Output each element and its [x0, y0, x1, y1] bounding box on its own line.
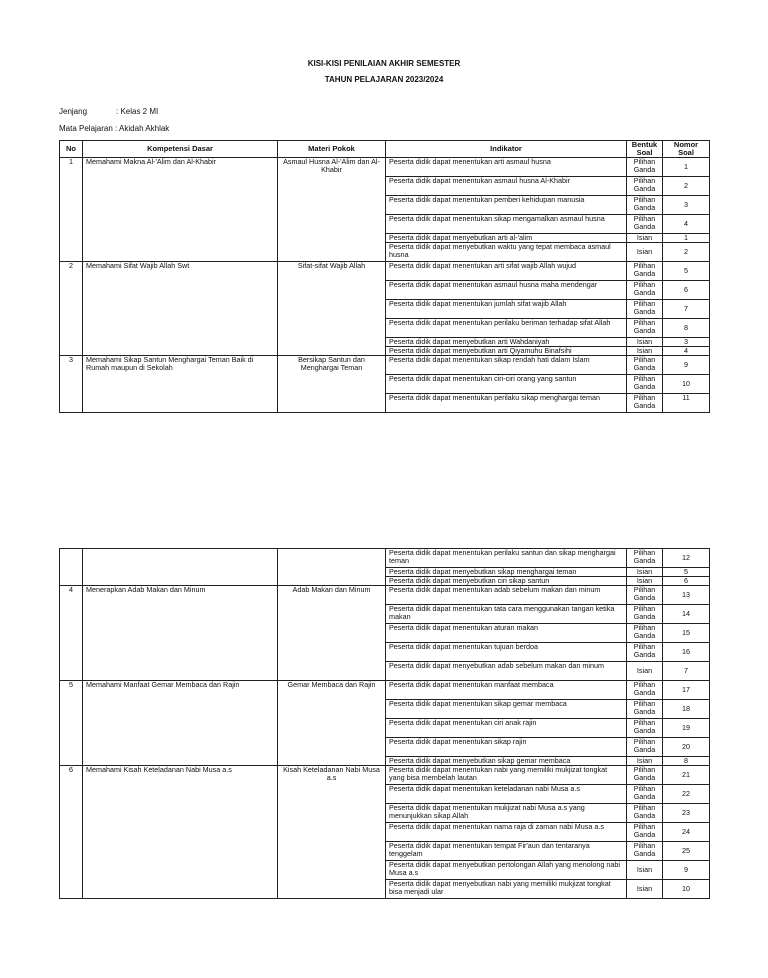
table-row — [60, 262, 710, 281]
row-nomor-soal: 23 — [663, 804, 710, 823]
table-header-row — [60, 141, 710, 158]
row-nomor-soal: 11 — [663, 394, 710, 413]
row-bentuk-soal: Pilihan Ganda — [627, 281, 663, 300]
row-indikator: Peserta didik dapat menentukan mukjizat nabi Musa a.s yang menunjukkan sikap Allah — [386, 804, 627, 823]
row-bentuk-soal: Pilihan Ganda — [627, 643, 663, 662]
row-nomor-soal: 8 — [663, 319, 710, 338]
row-nomor-soal: 9 — [663, 861, 710, 880]
row-kompetensi-dasar: Memahami Makna Al-'Alim dan Al-Khabir — [83, 158, 278, 262]
table-row — [60, 158, 710, 177]
row-indikator: Peserta didik dapat menentukan nama raja di zaman nabi Musa a.s — [386, 823, 627, 842]
row-indikator: Peserta didik dapat menentukan jumlah sifat wajib Allah — [386, 300, 627, 319]
row-bentuk-soal: Pilihan Ganda — [627, 262, 663, 281]
row-nomor-soal: 9 — [663, 356, 710, 375]
row-bentuk-soal: Isian — [627, 568, 663, 577]
row-materi-pokok-empty — [278, 549, 386, 586]
row-indikator: Peserta didik dapat menyebutkan ciri sikap santun — [386, 577, 627, 586]
header-indikator: Indikator — [386, 141, 627, 158]
row-materi-pokok: Asmaul Husna Al-'Alim dan Al-Khabir — [278, 158, 386, 262]
row-materi-pokok: Adab Makan dan Minum — [278, 586, 386, 681]
row-nomor-soal: 22 — [663, 785, 710, 804]
row-indikator: Peserta didik dapat menyebutkan arti al-'alim — [386, 234, 627, 243]
row-nomor-soal: 5 — [663, 568, 710, 577]
row-nomor-soal: 10 — [663, 880, 710, 899]
row-nomor-soal: 3 — [663, 338, 710, 347]
row-kompetensi-dasar: Memahami Kisah Keteladanan Nabi Musa a.s — [83, 766, 278, 899]
row-bentuk-soal: Isian — [627, 577, 663, 586]
header-nomor-soal: Nomor Soal — [663, 141, 710, 158]
row-no-empty — [60, 549, 83, 586]
row-bentuk-soal: Pilihan Ganda — [627, 375, 663, 394]
kisi-kisi-table-page-1 — [59, 140, 710, 413]
row-materi-pokok: Kisah Keteladanan Nabi Musa a.s — [278, 766, 386, 899]
row-bentuk-soal: Isian — [627, 662, 663, 681]
jenjang-label: Jenjang — [59, 107, 88, 116]
mapel-row — [59, 124, 169, 133]
row-indikator: Peserta didik dapat menentukan sikap gemar membaca — [386, 700, 627, 719]
row-no: 6 — [60, 766, 83, 899]
header-no: No — [60, 141, 83, 158]
row-bentuk-soal: Pilihan Ganda — [627, 624, 663, 643]
row-indikator: Peserta didik dapat menentukan adab sebelum makan dan minum — [386, 586, 627, 605]
jenjang-value: : Kelas 2 MI — [116, 107, 159, 116]
row-nomor-soal: 5 — [663, 262, 710, 281]
row-nomor-soal: 25 — [663, 842, 710, 861]
row-nomor-soal: 19 — [663, 719, 710, 738]
row-materi-pokok: Sifat-sifat Wajib Allah — [278, 262, 386, 356]
row-indikator: Peserta didik dapat menentukan keteladanan nabi Musa a.s — [386, 785, 627, 804]
row-indikator: Peserta didik dapat menentukan aturan makan — [386, 624, 627, 643]
row-nomor-soal: 7 — [663, 662, 710, 681]
row-indikator: Peserta didik dapat menentukan perilaku santun dan sikap menghargai teman — [386, 549, 627, 568]
row-bentuk-soal: Pilihan Ganda — [627, 394, 663, 413]
row-bentuk-soal: Isian — [627, 243, 663, 262]
row-nomor-soal: 13 — [663, 586, 710, 605]
row-no: 2 — [60, 262, 83, 356]
row-nomor-soal: 21 — [663, 766, 710, 785]
row-indikator: Peserta didik dapat menentukan sikap rendah hati dalam Islam — [386, 356, 627, 375]
row-bentuk-soal: Pilihan Ganda — [627, 300, 663, 319]
row-nomor-soal: 6 — [663, 281, 710, 300]
row-indikator: Peserta didik dapat menentukan perilaku beriman terhadap sifat Allah — [386, 319, 627, 338]
row-bentuk-soal: Pilihan Ganda — [627, 700, 663, 719]
row-bentuk-soal: Pilihan Ganda — [627, 681, 663, 700]
row-kompetensi-dasar: Menerapkan Adab Makan dan Minum — [83, 586, 278, 681]
row-indikator: Peserta didik dapat menentukan nabi yang memiliki mukjizat tongkat yang bisa membelah lautan — [386, 766, 627, 785]
header-kompetensi-dasar: Kompetensi Dasar — [83, 141, 278, 158]
row-bentuk-soal: Pilihan Ganda — [627, 586, 663, 605]
row-nomor-soal: 14 — [663, 605, 710, 624]
row-indikator: Peserta didik dapat menentukan tujuan berdoa — [386, 643, 627, 662]
row-bentuk-soal: Pilihan Ganda — [627, 804, 663, 823]
row-bentuk-soal: Pilihan Ganda — [627, 785, 663, 804]
row-nomor-soal: 8 — [663, 757, 710, 766]
row-nomor-soal: 10 — [663, 375, 710, 394]
row-bentuk-soal: Pilihan Ganda — [627, 738, 663, 757]
row-nomor-soal: 12 — [663, 549, 710, 568]
row-bentuk-soal: Isian — [627, 861, 663, 880]
row-nomor-soal: 18 — [663, 700, 710, 719]
row-bentuk-soal: Pilihan Ganda — [627, 766, 663, 785]
row-indikator: Peserta didik dapat menyebutkan nabi yang memiliki mukjizat tongkat bisa menjadi ular — [386, 880, 627, 899]
table-row — [60, 766, 710, 785]
row-nomor-soal: 3 — [663, 196, 710, 215]
row-nomor-soal: 24 — [663, 823, 710, 842]
row-bentuk-soal: Pilihan Ganda — [627, 356, 663, 375]
mapel-label: Mata Pelajaran — [59, 124, 113, 133]
row-nomor-soal: 7 — [663, 300, 710, 319]
row-bentuk-soal: Isian — [627, 338, 663, 347]
row-no: 5 — [60, 681, 83, 766]
header-materi-pokok: Materi Pokok — [278, 141, 386, 158]
table-row — [60, 681, 710, 700]
row-kompetensi-dasar: Memahami Sikap Santun Menghargai Teman Baik di Rumah maupun di Sekolah — [83, 356, 278, 413]
row-bentuk-soal: Pilihan Ganda — [627, 549, 663, 568]
row-indikator: Peserta didik dapat menentukan manfaat membaca — [386, 681, 627, 700]
row-no: 3 — [60, 356, 83, 413]
row-indikator: Peserta didik dapat menyebutkan arti Wahdaniyah — [386, 338, 627, 347]
row-bentuk-soal: Pilihan Ganda — [627, 719, 663, 738]
row-bentuk-soal: Isian — [627, 757, 663, 766]
row-indikator: Peserta didik dapat menyebutkan pertolongan Allah yang menolong nabi Musa a.s — [386, 861, 627, 880]
row-nomor-soal: 20 — [663, 738, 710, 757]
row-indikator: Peserta didik dapat menentukan perilaku sikap menghargai teman — [386, 394, 627, 413]
document-title: KISI-KISI PENILAIAN AKHIR SEMESTER — [307, 59, 461, 68]
row-materi-pokok: Bersikap Santun dan Menghargai Teman — [278, 356, 386, 413]
row-indikator: Peserta didik dapat menyebutkan arti Qiyamuhu Binafsihi — [386, 347, 627, 356]
document-subtitle: TAHUN PELAJARAN 2023/2024 — [324, 75, 444, 84]
row-indikator: Peserta didik dapat menentukan tempat Fir'aun dan tentaranya tenggelam — [386, 842, 627, 861]
row-bentuk-soal: Pilihan Ganda — [627, 177, 663, 196]
row-indikator: Peserta didik dapat menentukan asmaul husna maha mendengar — [386, 281, 627, 300]
table-row — [60, 586, 710, 605]
row-indikator: Peserta didik dapat menentukan asmaul husna Al-Khabir — [386, 177, 627, 196]
row-nomor-soal: 15 — [663, 624, 710, 643]
row-bentuk-soal: Isian — [627, 880, 663, 899]
row-nomor-soal: 1 — [663, 158, 710, 177]
row-bentuk-soal: Pilihan Ganda — [627, 158, 663, 177]
row-nomor-soal: 1 — [663, 234, 710, 243]
row-bentuk-soal: Pilihan Ganda — [627, 842, 663, 861]
row-kompetensi-dasar: Memahami Manfaat Gemar Membaca dan Rajin — [83, 681, 278, 766]
row-no: 1 — [60, 158, 83, 262]
kisi-kisi-table-page-2 — [59, 548, 710, 899]
mapel-value: : Akidah Akhlak — [115, 124, 170, 133]
row-materi-pokok: Gemar Membaca dan Rajin — [278, 681, 386, 766]
jenjang-row — [59, 107, 158, 116]
row-indikator: Peserta didik dapat menyebutkan adab sebelum makan dan minum — [386, 662, 627, 681]
row-nomor-soal: 4 — [663, 215, 710, 234]
row-nomor-soal: 4 — [663, 347, 710, 356]
row-nomor-soal: 16 — [663, 643, 710, 662]
row-bentuk-soal: Pilihan Ganda — [627, 196, 663, 215]
row-indikator: Peserta didik dapat menentukan sikap mengamalkan asmaul husna — [386, 215, 627, 234]
row-bentuk-soal: Pilihan Ganda — [627, 605, 663, 624]
row-indikator: Peserta didik dapat menentukan ciri-ciri orang yang santun — [386, 375, 627, 394]
row-indikator: Peserta didik dapat menentukan arti sifat wajib Allah wujud — [386, 262, 627, 281]
row-indikator: Peserta didik dapat menyebutkan waktu yang tepat membaca asmaul husna — [386, 243, 627, 262]
row-kompetensi-dasar-empty — [83, 549, 278, 586]
row-bentuk-soal: Pilihan Ganda — [627, 319, 663, 338]
row-bentuk-soal: Isian — [627, 347, 663, 356]
row-indikator: Peserta didik dapat menyebutkan sikap gemar membaca — [386, 757, 627, 766]
row-indikator: Peserta didik dapat menentukan pemberi kehidupan manusia — [386, 196, 627, 215]
row-indikator: Peserta didik dapat menentukan ciri anak rajin — [386, 719, 627, 738]
row-no: 4 — [60, 586, 83, 681]
row-kompetensi-dasar: Memahami Sifat Wajib Allah Swt — [83, 262, 278, 356]
row-indikator: Peserta didik dapat menyebutkan sikap menghargai teman — [386, 568, 627, 577]
row-bentuk-soal: Isian — [627, 234, 663, 243]
row-indikator: Peserta didik dapat menentukan arti asmaul husna — [386, 158, 627, 177]
row-bentuk-soal: Pilihan Ganda — [627, 823, 663, 842]
row-indikator: Peserta didik dapat menentukan tata cara menggunakan tangan ketika makan — [386, 605, 627, 624]
table-row — [60, 356, 710, 375]
row-nomor-soal: 2 — [663, 243, 710, 262]
row-nomor-soal: 17 — [663, 681, 710, 700]
row-nomor-soal: 2 — [663, 177, 710, 196]
header-bentuk-soal: Bentuk Soal — [627, 141, 663, 158]
row-indikator: Peserta didik dapat menentukan sikap rajin — [386, 738, 627, 757]
row-bentuk-soal: Pilihan Ganda — [627, 215, 663, 234]
table-row — [60, 549, 710, 568]
row-nomor-soal: 6 — [663, 577, 710, 586]
